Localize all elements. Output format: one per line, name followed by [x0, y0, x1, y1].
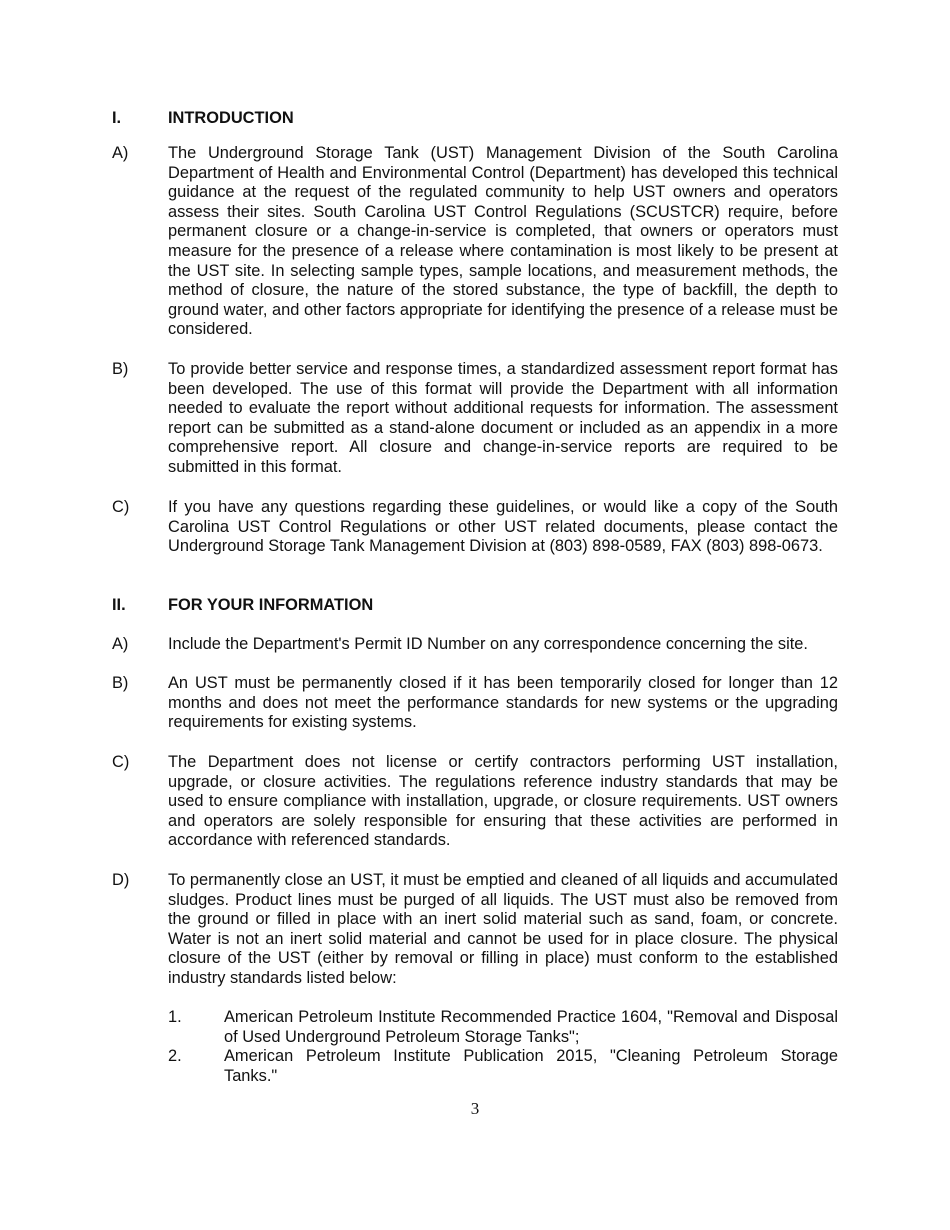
- section-heading-information: [112, 596, 852, 616]
- item-label: A): [112, 635, 129, 653]
- paragraph-item: [112, 635, 838, 655]
- item-label: A): [112, 144, 129, 162]
- list-item-text: American Petroleum Institute Recommended Practice 1604, "Removal and Disposal of Used Underground Petroleum Storage Tanks";: [224, 1008, 838, 1046]
- item-label: B): [112, 674, 129, 692]
- paragraph-item: [112, 674, 838, 733]
- paragraph-item: [112, 360, 838, 478]
- item-label: B): [112, 360, 129, 378]
- section-number: II.: [112, 596, 126, 614]
- item-label: C): [112, 498, 130, 516]
- list-item-number: 1.: [168, 1008, 182, 1026]
- item-text: Include the Department's Permit ID Number on any correspondence concerning the site.: [168, 635, 808, 653]
- section-number: I.: [112, 109, 122, 127]
- section-title: FOR YOUR INFORMATION: [168, 596, 374, 614]
- list-item-text: American Petroleum Institute Publication 2015, "Cleaning Petroleum Storage Tanks.": [224, 1047, 838, 1085]
- item-label: C): [112, 753, 130, 771]
- paragraph-item: [112, 498, 838, 557]
- item-text: The Department does not license or certify contractors performing UST installation, upgrade, or closure activities. The regulations reference industry standards that may be used to ensure compliance with installation, upgrade, or closure requirements. UST owners and operators are solely responsible for ensuring that these activities are performed in accordance with referenced standards.: [168, 753, 838, 850]
- paragraph-item: [112, 871, 838, 989]
- section-heading-introduction: [112, 109, 852, 129]
- item-text: To permanently close an UST, it must be emptied and cleaned of all liquids and accumulated sludges. Product lines must be purged of all liquids. The UST must also be removed from the ground or filled in place with an inert solid material such as sand, foam, or concrete. Water is not an inert solid material and cannot be used for in place closure. The physical closure of the UST (either by removal or filling in place) must conform to the established industry standards listed below:: [168, 871, 838, 987]
- item-text: If you have any questions regarding these guidelines, or would like a copy of the South Carolina UST Control Regulations or other UST related documents, please contact the Underground Storage Tank Management Division at (803) 898-0589, FAX (803) 898-0673.: [168, 498, 838, 556]
- page-number: 3: [470, 1099, 480, 1118]
- list-item-number: 2.: [168, 1047, 182, 1065]
- list-item: [168, 1008, 838, 1047]
- item-text: The Underground Storage Tank (UST) Management Division of the South Carolina Department of Health and Environmental Control (Department) has developed this technical guidance at the request of the regulated community to help UST owners and operators assess their sites. South Carolina UST Control Regulations (SCUSTCR) require, before permanent closure or a change-in-service is completed, that owners or operators must measure for the presence of a release where contamination is most likely to be present at the UST site. In selecting sample types, sample locations, and measurement methods, the method of closure, the nature of the stored substance, the type of backfill, the depth to ground water, and other factors appropriate for identifying the presence of a release must be considered.: [168, 144, 838, 339]
- section-title: INTRODUCTION: [168, 109, 294, 127]
- paragraph-item: [112, 753, 838, 851]
- paragraph-item: [112, 144, 838, 340]
- item-text: To provide better service and response times, a standardized assessment report format has been developed. The use of this format will provide the Department with all information needed to evaluate the report without additional requests for information. The assessment report can be submitted as a stand-alone document or included as an appendix in a more comprehensive report. All closure and change-in-service reports are required to be submitted in this format.: [168, 360, 838, 476]
- list-item: [168, 1047, 838, 1086]
- item-label: D): [112, 871, 130, 889]
- item-text: An UST must be permanently closed if it has been temporarily closed for longer than 12 months and does not meet the performance standards for new systems or the upgrading requirements for existing systems.: [168, 674, 838, 732]
